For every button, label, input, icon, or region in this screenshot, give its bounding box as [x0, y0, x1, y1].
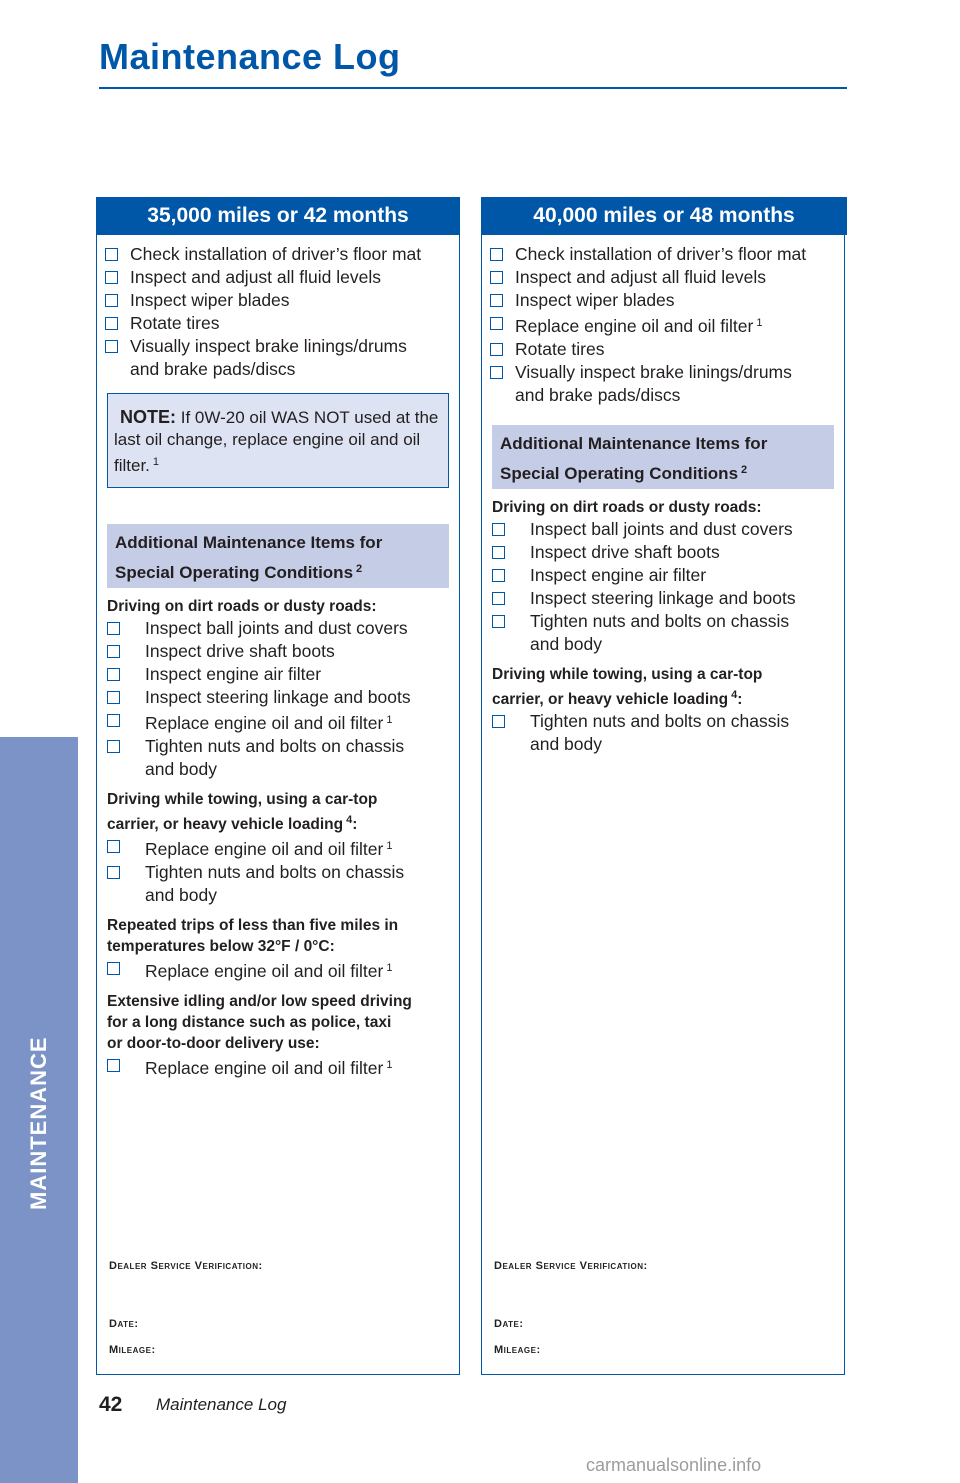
list-item: Inspect drive shaft boots: [107, 640, 459, 663]
checklist: [492, 518, 844, 656]
note-text: If 0W-20 oil WAS NOT used at the last oil change, replace engine oil and oil filter.: [114, 408, 439, 475]
list-item: Inspect wiper blades: [490, 289, 844, 312]
list-item: Inspect and adjust all fluid levels: [490, 266, 844, 289]
checkbox[interactable]: [490, 248, 503, 261]
column-header: 40,000 miles or 48 months: [481, 197, 847, 235]
checklist: [105, 243, 459, 381]
list-item: Tighten nuts and bolts on chassis: [492, 610, 844, 633]
side-tab-label: MAINTENANCE: [26, 1036, 51, 1210]
note-label: NOTE:: [120, 407, 176, 427]
checkbox[interactable]: [107, 1059, 120, 1072]
list-item: Tighten nuts and bolts on chassis: [107, 861, 459, 884]
condition-heading: Driving while towing, using a car-top carrier, or heavy vehicle loading $^4$:: [492, 666, 763, 708]
list-item: Inspect engine air filter: [107, 663, 459, 686]
checklist: [107, 957, 459, 983]
checkbox[interactable]: [492, 523, 505, 536]
checklist: [492, 710, 844, 756]
checkbox[interactable]: [107, 645, 120, 658]
list-item: Visually inspect brake linings/drums: [490, 361, 844, 384]
list-item-continuation: and brake pads/discs: [130, 359, 296, 379]
list-item: Replace engine oil and oil filter $^1$: [107, 1054, 459, 1080]
checkbox[interactable]: [490, 271, 503, 284]
watermark: carmanualsonline.info: [586, 1455, 762, 1475]
checkbox[interactable]: [490, 343, 503, 356]
list-item: Visually inspect brake linings/drums: [105, 335, 459, 358]
checkbox[interactable]: [107, 622, 120, 635]
checkbox[interactable]: [107, 866, 120, 879]
checkbox[interactable]: [107, 740, 120, 753]
list-item: Inspect engine air filter: [492, 564, 844, 587]
additional-items-title: Additional Maintenance Items for Special Operating Conditions $^2$: [492, 425, 834, 489]
checkbox[interactable]: [105, 317, 118, 330]
list-item: Inspect drive shaft boots: [492, 541, 844, 564]
checkbox[interactable]: [107, 962, 120, 975]
checkbox[interactable]: [105, 271, 118, 284]
list-item: Inspect and adjust all fluid levels: [105, 266, 459, 289]
list-item: Rotate tires: [105, 312, 459, 335]
checkbox[interactable]: [105, 340, 118, 353]
page-title: Maintenance Log: [99, 36, 401, 77]
list-item-continuation: and body: [145, 759, 218, 779]
list-item: Replace engine oil and oil filter $^1$: [107, 835, 459, 861]
checkbox[interactable]: [492, 569, 505, 582]
checkbox[interactable]: [105, 248, 118, 261]
checkbox[interactable]: [492, 592, 505, 605]
checkbox[interactable]: [492, 615, 505, 628]
list-item: Inspect ball joints and dust covers: [492, 518, 844, 541]
checklist: [490, 243, 844, 407]
list-item: Replace engine oil and oil filter $^1$: [107, 957, 459, 983]
condition-heading: Driving while towing, using a car-top carrier, or heavy vehicle loading $^4$:: [107, 791, 378, 833]
title-rule: [99, 87, 847, 89]
checkbox[interactable]: [107, 668, 120, 681]
list-item-continuation: and brake pads/discs: [515, 385, 681, 405]
list-item: Replace engine oil and oil filter $^1$: [490, 312, 844, 338]
condition-heading: Driving on dirt roads or dusty roads:: [107, 598, 377, 615]
date-label: Date:: [494, 1318, 524, 1330]
list-item: Tighten nuts and bolts on chassis: [492, 710, 844, 733]
dealer-verification-label: Dealer Service Verification:: [109, 1260, 263, 1272]
checklist: [107, 835, 459, 907]
condition-heading: Driving on dirt roads or dusty roads:: [492, 499, 762, 516]
checkbox[interactable]: [490, 317, 503, 330]
list-item: Check installation of driver’s floor mat: [490, 243, 844, 266]
checkbox[interactable]: [107, 840, 120, 853]
checkbox[interactable]: [490, 366, 503, 379]
log-column-40000: [481, 197, 845, 1375]
date-label: Date:: [109, 1318, 139, 1330]
checkbox[interactable]: [107, 691, 120, 704]
column-header: 35,000 miles or 42 months: [96, 197, 460, 235]
note-box: NOTE: If 0W-20 oil WAS NOT used at the last oil change, replace engine oil and oil filter. $^1$: [107, 393, 449, 488]
log-column-35000: [96, 197, 460, 1375]
list-item: Inspect steering linkage and boots: [107, 686, 459, 709]
dealer-verification-label: Dealer Service Verification:: [494, 1260, 648, 1272]
list-item: Rotate tires: [490, 338, 844, 361]
checklist: [107, 1054, 459, 1080]
list-item: Inspect ball joints and dust covers: [107, 617, 459, 640]
checklist: [107, 617, 459, 781]
list-item-continuation: and body: [145, 885, 218, 905]
list-item: Inspect wiper blades: [105, 289, 459, 312]
condition-heading: Repeated trips of less than five miles in temperatures below 32°F / 0°C:: [107, 917, 399, 955]
additional-items-title: Additional Maintenance Items for Special Operating Conditions $^2$: [107, 524, 449, 588]
mileage-label: Mileage:: [109, 1344, 156, 1356]
list-item: Tighten nuts and bolts on chassis: [107, 735, 459, 758]
condition-heading: Extensive idling and/or low speed driving for a long distance such as police, taxi or door-to-door delivery use:: [107, 993, 412, 1052]
list-item: Replace engine oil and oil filter $^1$: [107, 709, 459, 735]
footer-label: Maintenance Log: [156, 1395, 287, 1414]
page-number: 42: [99, 1393, 123, 1416]
checkbox[interactable]: [492, 546, 505, 559]
list-item-continuation: and body: [530, 634, 603, 654]
list-item: Inspect steering linkage and boots: [492, 587, 844, 610]
checkbox[interactable]: [492, 715, 505, 728]
checkbox[interactable]: [105, 294, 118, 307]
checkbox[interactable]: [490, 294, 503, 307]
list-item: Check installation of driver’s floor mat: [105, 243, 459, 266]
mileage-label: Mileage:: [494, 1344, 541, 1356]
list-item-continuation: and body: [530, 734, 603, 754]
checkbox[interactable]: [107, 714, 120, 727]
